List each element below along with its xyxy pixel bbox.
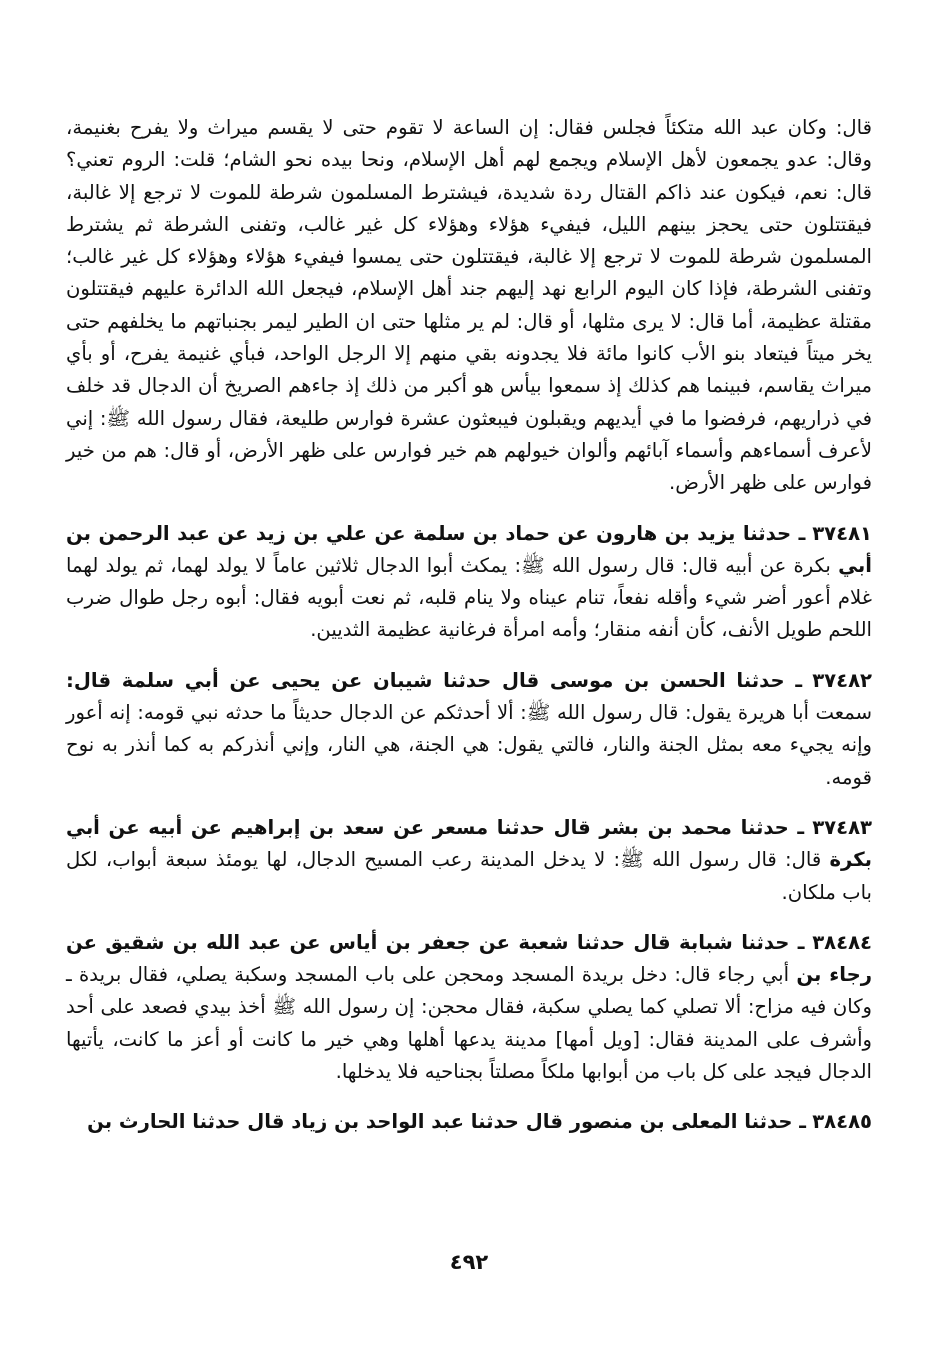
hadith-text: سمعت أبا هريرة يقول: قال رسول الله ﷺ: ألا أحدثكم عن الدجال حديثاً ما حدثه نبي قومه: إنه أعور وإنه يجيء معه بمثل الجنة والنار، فالتي يقول: هي الجنة، هي النار، وإني أنذركم به كما أنذر به نوح قومه. [66,701,872,789]
hadith-38484 [66,927,872,1088]
hadith-text: قال: قال رسول الله ﷺ: لا يدخل المدينة رعب المسيح الدجال، لها يومئذ سبعة أبواب، لكل باب ملكان. [66,848,872,904]
page-body [66,112,872,1139]
hadith-chain: ـ حدثنا المعلى بن منصور قال حدثنا عبد الواحد بن زياد قال حدثنا الحارث بن [87,1110,806,1134]
hadith-text: بكرة عن أبيه قال: قال رسول الله ﷺ: يمكث أبوا الدجال ثلاثين عاماً لا يولد لهما، ثم يولد لهما غلام أعور أضر شيء وأقله نفعاً، تنام عيناه ولا ينام قلبه، ثم نعت أبويه فقال: أبوه رجل طوال ضرب اللحم طويل الأنف، كأن أنفه منقار؛ وأمه امرأة فرغانية عظيمة الثديين. [66,553,872,642]
opening-text: قال: وكان عبد الله متكئاً فجلس فقال: إن الساعة لا تقوم حتى لا يقسم ميراث ولا يفرح بغنيمة، وقال: عدو يجمعون لأهل الإسلام ويجمع لهم أهل الإسلام، ونحا بيده نحو الشام؛ قلت: الروم تعني؟ قال: نعم، فيكون عند ذاكم القتال ردة شديدة، فيشترط المسلمون شرطة للموت لا ترجع إلا غالبة، فيقتتلون حتى يحجز بينهم الليل، فيفيء هؤلاء وهؤلاء كل غير غالب، وتفنى الشرطة ثم يشترط المسلمون شرطة للموت لا ترجع إلا غالبة، فيقتتلون حتى يمسوا فيفيء هؤلاء وهؤلاء كل غير غالب؛ وتفنى الشرطة، فإذا كان اليوم الرابع نهد إليهم جند أهل الإسلام، فيجعل الله الدائرة عليهم فيقتتلون مقتلة عظيمة، أما قال: لا يرى مثلها، أو قال: لم ير مثلها حتى ان الطير ليمر بجنباتهم ما يخلفهم حتى يخر ميتاً فيتعاد بنو الأب كانوا مائة فلا يجدونه بقي منهم إلا الرجل الواحد، فبأي غنيمة يفرح، أو بأي ميراث يقاسم، فبينما هم كذلك إذ سمعوا بيأس هو أكبر من ذلك إذ جاءهم الصريخ أن الدجال قد خلف في ذراريهم، فرفضوا ما في أيديهم ويقبلون فيبعثون عشرة فوارس طليعة، فقال رسول الله ﷺ: إني لأعرف أسماءهم وأسماء آبائهم وألوان خيولهم هم خير فوارس على ظهر الأرض، أو قال: هم من خير فوارس على ظهر الأرض. [66,116,872,495]
hadith-number: ٣٧٤٨٢ [812,668,872,692]
hadith-number: ٣٧٤٨٣ [812,815,872,839]
hadith-38485 [66,1106,872,1138]
hadith-number: ٣٨٤٨٤ [812,930,872,954]
hadith-chain: ـ حدثنا محمد بن بشر قال حدثنا مسعر عن سعد بن إبراهيم عن أبيه عن أبي بكرة [66,815,872,872]
hadith-37482 [66,665,872,794]
hadith-chain: ـ حدثنا الحسن بن موسى قال حدثنا شيبان عن يحيى عن أبي سلمة قال: [66,668,803,692]
opening-paragraph [66,112,872,500]
hadith-37481 [66,518,872,647]
hadith-number: ٣٧٤٨١ [812,521,872,545]
hadith-chain: ـ حدثنا يزيد بن هارون عن حماد بن سلمة عن علي بن زيد عن عبد الرحمن بن أبي [66,521,872,577]
hadith-chain: ـ حدثنا شبابة قال حدثنا شعبة عن جعفر بن أياس عن عبد الله بن شقيق عن رجاء بن [66,930,872,987]
hadith-number: ٣٨٤٨٥ [812,1110,872,1134]
hadith-text: أبي رجاء قال: دخل بريدة المسجد ومحجن على باب المسجد وسكبة يصلي، فقال بريدة ـ وكان فيه مزاح: ألا تصلي كما يصلي سكبة، فقال محجن: إن رسول الله ﷺ أخذ بيدي فصعد على أحد وأشرف على المدينة فقال: [ويل أمها] مدينة يدعها أهلها وهي خير ما كانت أو أعز ما كانت، يأتيها الدجال فيجد على كل باب من أبوابها ملكاً مصلتاً بجناحيه فلا يدخلها. [66,963,872,1084]
page-number: ٤٩٢ [449,1250,489,1274]
hadith-37483 [66,812,872,909]
